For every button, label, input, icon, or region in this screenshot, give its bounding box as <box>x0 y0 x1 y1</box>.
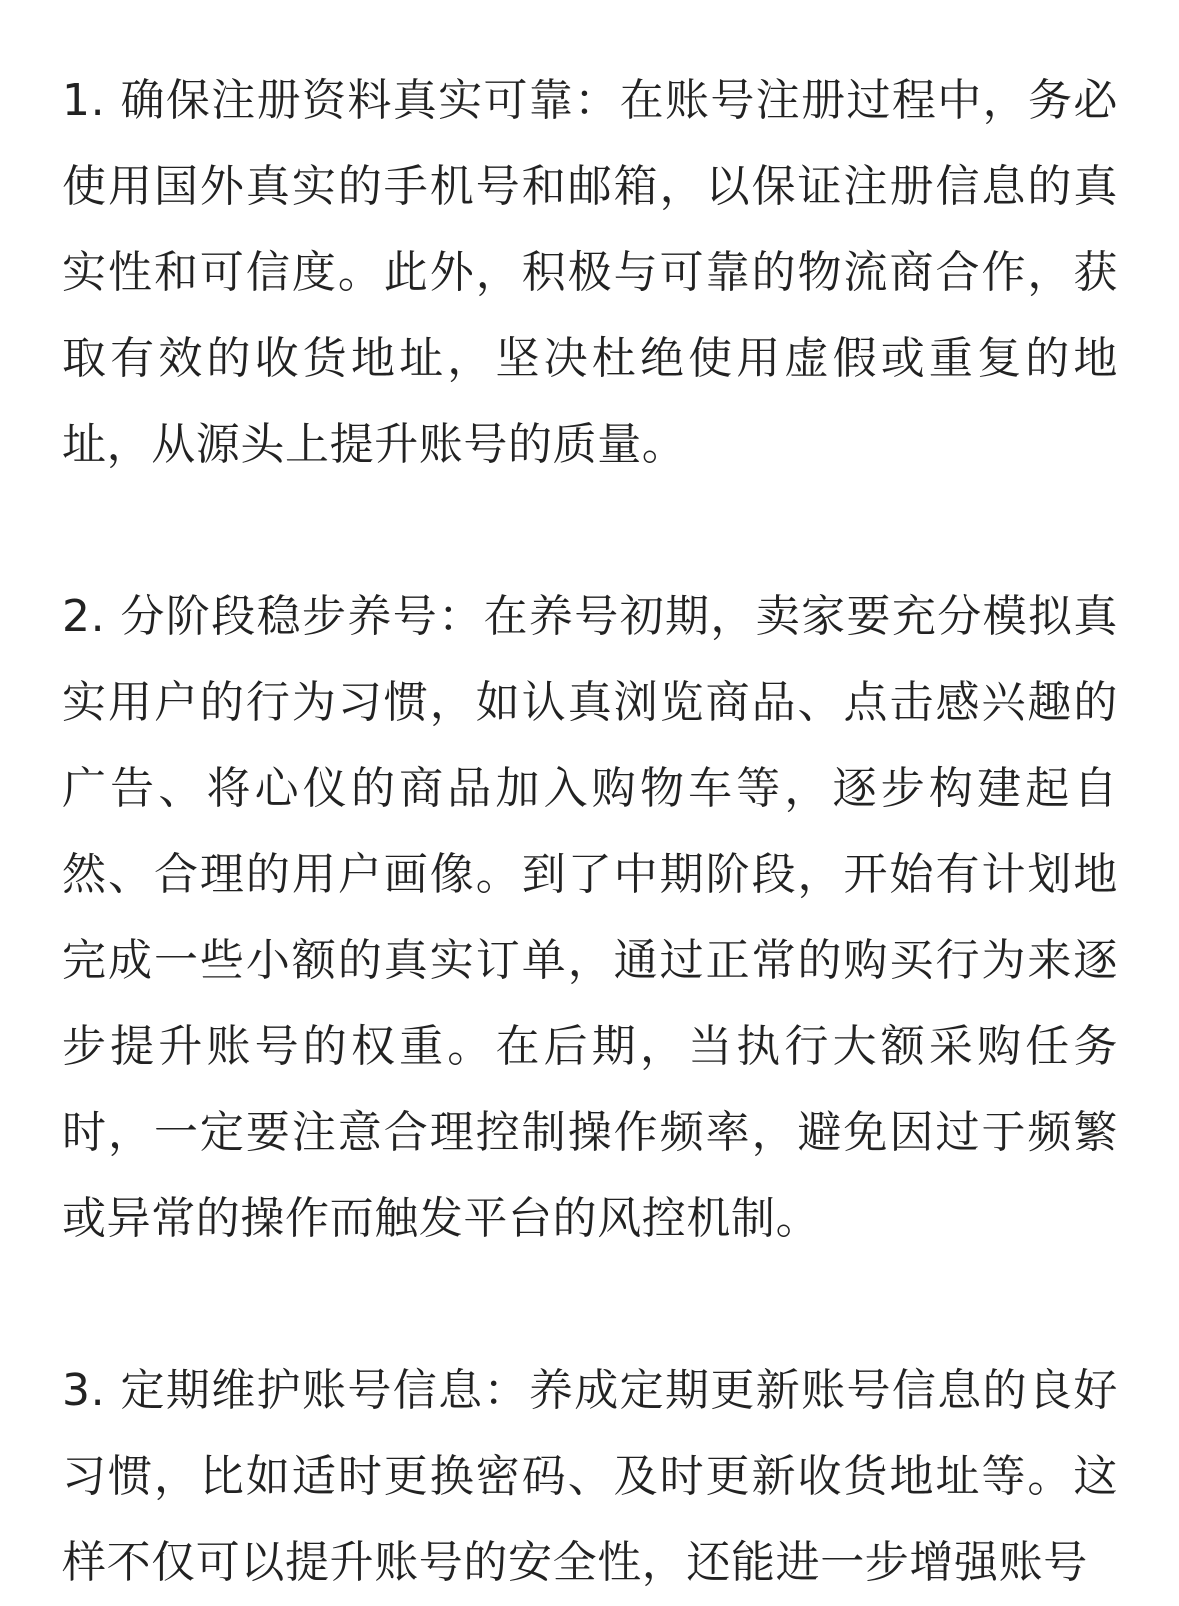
paragraph-staged-account-nurturing: 2. 分阶段稳步养号：在养号初期，卖家要充分模拟真实用户的行为习惯，如认真浏览商品、点击感兴趣的广告、将心仪的商品加入购物车等，逐步构建起自然、合理的用户画像。到了中期阶段，开始有计划地完成一些小额的真实订单，通过正常的购买行为来逐步提升账号的权重。在后期，当执行大额采购任务时，一定要注意合理控制操作频率，避免因过于频繁或异常的操作而触发平台的风控机制。 <box>62 591 1118 1244</box>
paragraph-account-registration: 1. 确保注册资料真实可靠：在账号注册过程中，务必使用国外真实的手机号和邮箱，以保证注册信息的真实性和可信度。此外，积极与可靠的物流商合作，获取有效的收货地址，坚决杜绝使用虚假或重复的地址，从源头上提升账号的质量。 <box>62 75 1118 470</box>
article-body <box>62 58 1118 1606</box>
paragraph-account-maintenance: 3. 定期维护账号信息：养成定期更新账号信息的良好习惯，比如适时更换密码、及时更新收货地址等。这样不仅可以提升账号的安全性，还能进一步增强账号 <box>62 1365 1118 1588</box>
